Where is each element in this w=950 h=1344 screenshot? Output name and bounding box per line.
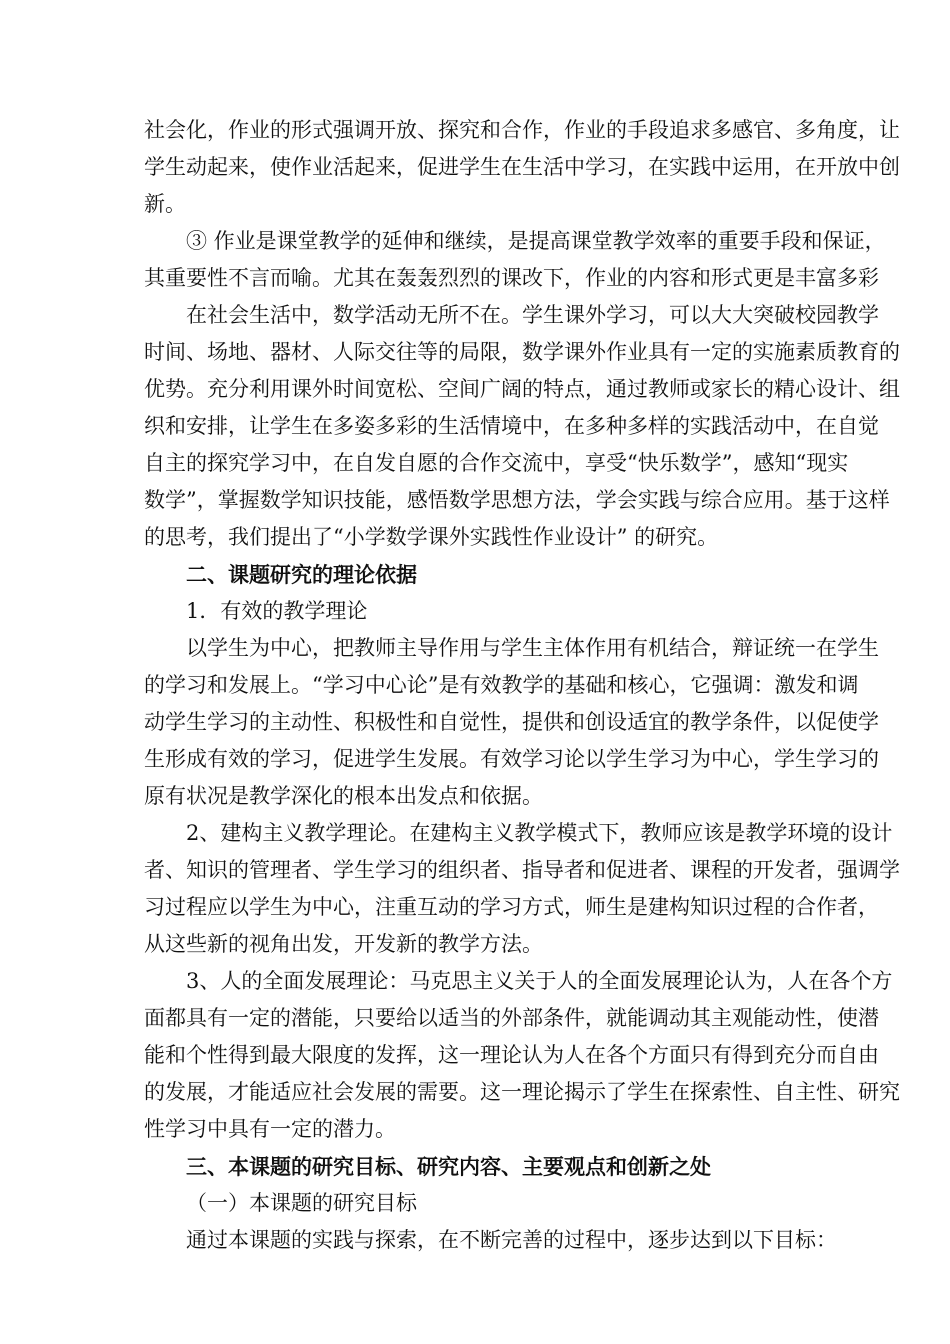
text-line: 社会化，作业的形式强调开放、探究和合作，作业的手段追求多感官、多角度，让 <box>144 118 900 142</box>
text-line: 原有状况是教学深化的根本出发点和依据。 <box>144 784 543 808</box>
text-line: 从这些新的视角出发，开发新的教学方法。 <box>144 932 543 956</box>
text-line: 时间、场地、器材、人际交往等的局限，数学课外作业具有一定的实施素质教育的 <box>144 340 900 364</box>
text-line: 生形成有效的学习，促进学生发展。有效学习论以学生学习为中心，学生学习的 <box>144 747 879 771</box>
text-line: 的发展，才能适应社会发展的需要。这一理论揭示了学生在探索性、自主性、研究 <box>144 1080 900 1104</box>
text-line: 2、建构主义教学理论。在建构主义教学模式下，教师应该是教学环境的设计 <box>186 821 893 845</box>
text-line: 自主的探究学习中，在自发自愿的合作交流中，享受“快乐数学”，感知“现实 <box>144 451 849 475</box>
text-line: 能和个性得到最大限度的发挥，这一理论认为人在各个方面只有得到充分而自由 <box>144 1043 879 1067</box>
subsection-heading: （一）本课题的研究目标 <box>186 1191 417 1215</box>
text-line: 面都具有一定的潜能，只要给以适当的外部条件，就能调动其主观能动性，使潜 <box>144 1006 879 1030</box>
text-line: 习过程应以学生为中心，注重互动的学习方式，师生是建构知识过程的合作者， <box>144 895 879 919</box>
text-line: 学生动起来，使作业活起来，促进学生在生活中学习，在实践中运用，在开放中创 <box>144 155 900 179</box>
text-line: 通过本课题的实践与探索，在不断完善的过程中，逐步达到以下目标： <box>186 1228 837 1252</box>
text-line: 新。 <box>144 192 186 216</box>
section-heading: 二、课题研究的理论依据 <box>186 562 417 587</box>
text-line: 以学生为中心，把教师主导作用与学生主体作用有机结合，辩证统一在学生 <box>186 636 879 660</box>
text-line: 织和安排，让学生在多姿多彩的生活情境中，在多种多样的实践活动中，在自觉 <box>144 414 879 438</box>
text-line: 性学习中具有一定的潜力。 <box>144 1117 396 1141</box>
text-line: 在社会生活中，数学活动无所不在。学生课外学习，可以大大突破校园教学 <box>186 303 879 327</box>
text-line: 动学生学习的主动性、积极性和自觉性，提供和创设适宜的教学条件，以促使学 <box>144 710 879 734</box>
subsection-heading: 1．有效的教学理论 <box>186 599 368 623</box>
text-line: 的学习和发展上。“学习中心论”是有效教学的基础和核心，它强调：激发和调 <box>144 673 859 697</box>
text-line: 优势。充分利用课外时间宽松、空间广阔的特点，通过教师或家长的精心设计、组 <box>144 377 900 401</box>
text-line: 者、知识的管理者、学生学习的组织者、指导者和促进者、课程的开发者，强调学 <box>144 858 900 882</box>
section-heading: 三、本课题的研究目标、研究内容、主要观点和创新之处 <box>186 1154 711 1179</box>
text-line: 的思考，我们提出了“小学数学课外实践性作业设计” 的研究。 <box>144 525 719 549</box>
text-line: 数学”，掌握数学知识技能，感悟数学思想方法，学会实践与综合应用。基于这样 <box>144 488 890 512</box>
text-line: ③ 作业是课堂教学的延伸和继续，是提高课堂教学效率的重要手段和保证， <box>186 229 886 253</box>
text-line: 3、人的全面发展理论：马克思主义关于人的全面发展理论认为，人在各个方 <box>186 969 893 993</box>
document-body <box>144 112 900 1259</box>
text-line: 其重要性不言而喻。尤其在轰轰烈烈的课改下，作业的内容和形式更是丰富多彩 <box>144 266 879 290</box>
